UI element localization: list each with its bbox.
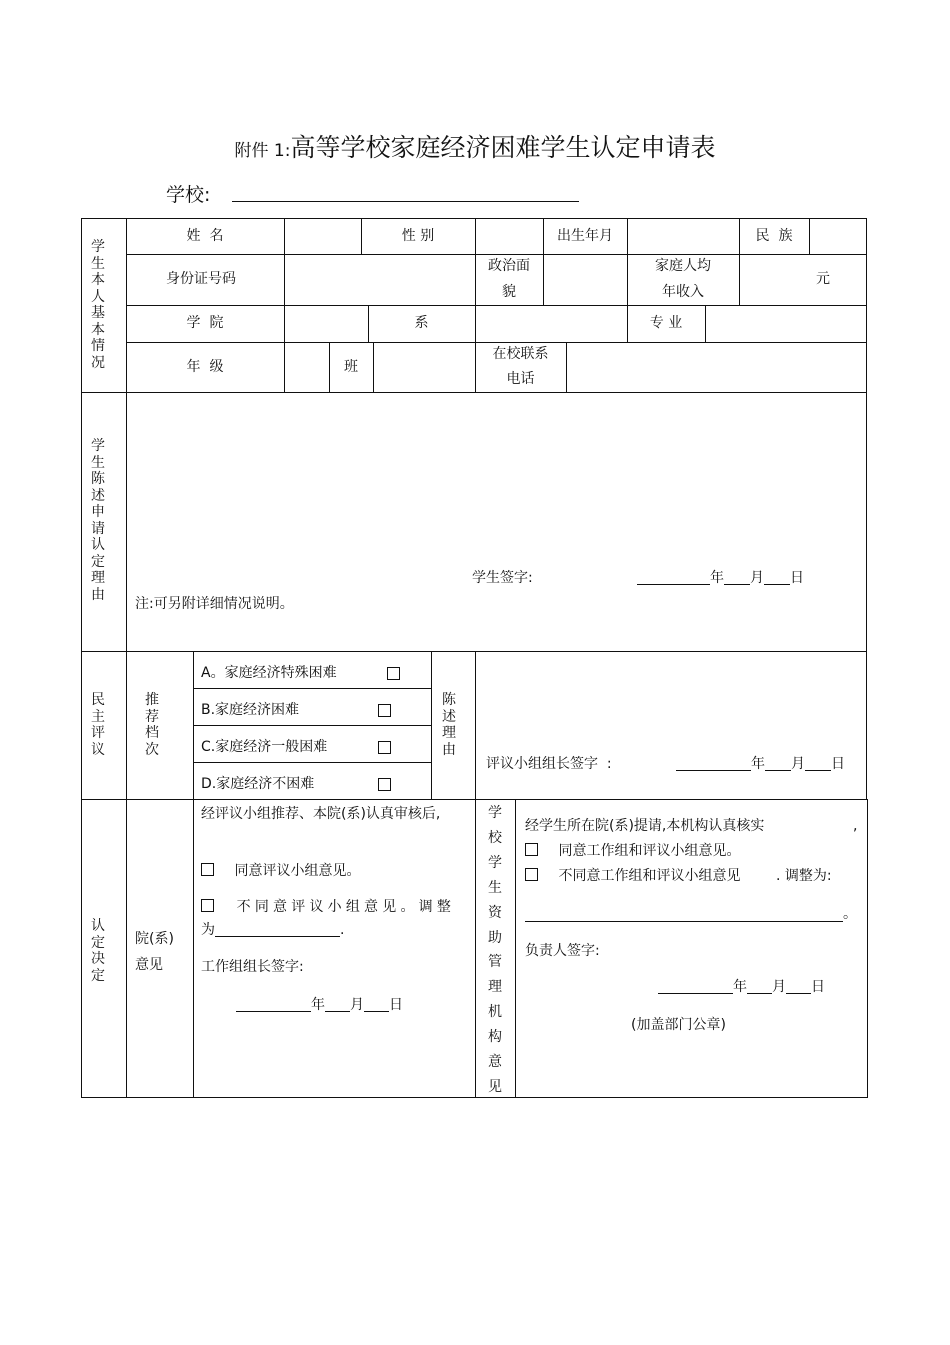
month-label: 月 — [791, 756, 805, 772]
political-label-1: 政治面 — [488, 258, 530, 274]
income-unit: 元 — [816, 271, 830, 287]
college-opinion-heading: 院(系)意见 — [135, 931, 174, 973]
school-signature-label: 负责人签字: — [525, 943, 600, 959]
year-label: 年 — [311, 997, 325, 1013]
school-adjust-input[interactable] — [525, 920, 843, 922]
id-number-field[interactable] — [285, 255, 475, 305]
college-date — [236, 993, 403, 1017]
title-main: 高等学校家庭经济困难学生认定申请表 — [290, 133, 716, 162]
school-seal-note: (加盖部门公章) — [631, 1017, 726, 1033]
school-adjust-label: . 调整为: — [776, 868, 832, 884]
section-statement-heading: 学生陈述申请认定理由 — [91, 438, 105, 603]
option-b-checkbox[interactable] — [378, 704, 391, 717]
birth-label: 出生年月 — [557, 228, 613, 244]
year-label: 年 — [733, 979, 747, 995]
option-d-checkbox[interactable] — [378, 778, 391, 791]
department-label: 系 — [414, 315, 429, 331]
major-label: 专 业 — [649, 315, 683, 331]
political-label-2: 貌 — [502, 284, 516, 300]
day-label: 日 — [831, 756, 845, 772]
college-adjust-label: 为 — [201, 922, 215, 938]
student-signature-label: 学生签字: — [472, 570, 533, 586]
title-prefix: 附件 1: — [234, 141, 291, 161]
birth-field[interactable] — [628, 219, 739, 254]
ethnicity-field[interactable] — [810, 219, 866, 254]
college-adjust-input[interactable] — [215, 922, 340, 937]
college-disagree-label: 不同意评议小组意见。调整 — [236, 899, 456, 915]
college-field[interactable] — [285, 306, 368, 342]
name-field[interactable] — [285, 219, 361, 254]
year-label: 年 — [751, 756, 765, 772]
day-label: 日 — [790, 570, 804, 586]
reason-area[interactable] — [476, 652, 866, 747]
gender-field[interactable] — [476, 219, 543, 254]
school-option-disagree — [525, 864, 740, 888]
college-signature-label: 工作组组长签字: — [201, 959, 304, 975]
day-label: 日 — [811, 979, 825, 995]
phone-label-2: 电话 — [506, 371, 535, 387]
income-label-1: 家庭人均 — [655, 258, 711, 274]
statement-date — [637, 566, 804, 590]
school-review-text: 经学生所在院(系)提请,本机构认真核实 — [525, 818, 765, 834]
school-input-line[interactable] — [232, 200, 579, 202]
section-evaluation-heading: 民主评议 — [91, 692, 105, 758]
income-field[interactable] — [740, 255, 866, 305]
statement-area[interactable] — [127, 393, 866, 563]
year-label: 年 — [710, 570, 724, 586]
option-a-label: A。家庭经济特殊困难 — [201, 665, 337, 681]
month-label: 月 — [750, 570, 764, 586]
id-number-label: 身份证号码 — [166, 271, 236, 287]
school-date — [658, 975, 825, 999]
school-option-agree — [525, 839, 740, 863]
political-field[interactable] — [544, 255, 627, 305]
section-decision-heading: 认定决定 — [91, 918, 105, 984]
major-field[interactable] — [706, 306, 866, 342]
reason-heading: 陈述理由 — [442, 692, 456, 758]
grade-field[interactable] — [285, 343, 329, 392]
option-b-label: B.家庭经济困难 — [201, 702, 300, 718]
college-label: 学 院 — [186, 315, 224, 331]
school-disagree-label: 不同意工作组和评议小组意见 — [558, 868, 741, 884]
section-basic-info-heading: 学生本人基本情况 — [91, 239, 105, 371]
evaluation-signature-label: 评议小组组长签字 : — [486, 756, 612, 772]
phone-field[interactable] — [567, 343, 866, 392]
gender-label: 性 别 — [401, 228, 435, 244]
day-label: 日 — [389, 997, 403, 1013]
college-disagree-checkbox[interactable] — [201, 899, 214, 912]
school-agree-label: 同意工作组和评议小组意见。 — [558, 843, 741, 859]
month-label: 月 — [772, 979, 786, 995]
class-label: 班 — [344, 359, 358, 375]
school-line — [166, 180, 210, 207]
class-field[interactable] — [374, 343, 475, 392]
college-adjust-line: 为 . — [201, 922, 345, 938]
option-a-checkbox[interactable] — [387, 667, 400, 680]
school-label: 学校: — [166, 184, 211, 206]
recommend-level-heading: 推荐档次 — [145, 692, 159, 758]
college-agree-label: 同意评议小组意见。 — [234, 863, 361, 879]
page-title — [0, 128, 950, 164]
school-review-comma: , — [853, 818, 858, 834]
option-c-label: C.家庭经济一般困难 — [201, 739, 328, 755]
statement-note: 注:可另附详细情况说明。 — [135, 596, 294, 612]
option-d-label: D.家庭经济不困难 — [201, 776, 315, 792]
school-disagree-checkbox[interactable] — [525, 868, 538, 881]
name-label: 姓 名 — [186, 228, 224, 244]
school-adjust-end: 。 — [843, 906, 857, 922]
income-label-2: 年收入 — [662, 284, 704, 300]
ethnicity-label: 民 族 — [755, 228, 793, 244]
department-field[interactable] — [476, 306, 627, 342]
college-agree-checkbox[interactable] — [201, 863, 214, 876]
option-c-checkbox[interactable] — [378, 741, 391, 754]
college-option-disagree — [201, 895, 455, 919]
college-option-agree — [201, 859, 360, 883]
month-label: 月 — [350, 997, 364, 1013]
phone-label-1: 在校联系 — [492, 346, 549, 362]
college-review-text: 经评议小组推荐、本院(系)认真审核后, — [201, 806, 441, 822]
school-opinion-heading: 学校学生资助管理机构意见 — [488, 805, 502, 1095]
evaluation-date — [676, 752, 845, 776]
grade-label: 年 级 — [186, 359, 224, 375]
school-agree-checkbox[interactable] — [525, 843, 538, 856]
